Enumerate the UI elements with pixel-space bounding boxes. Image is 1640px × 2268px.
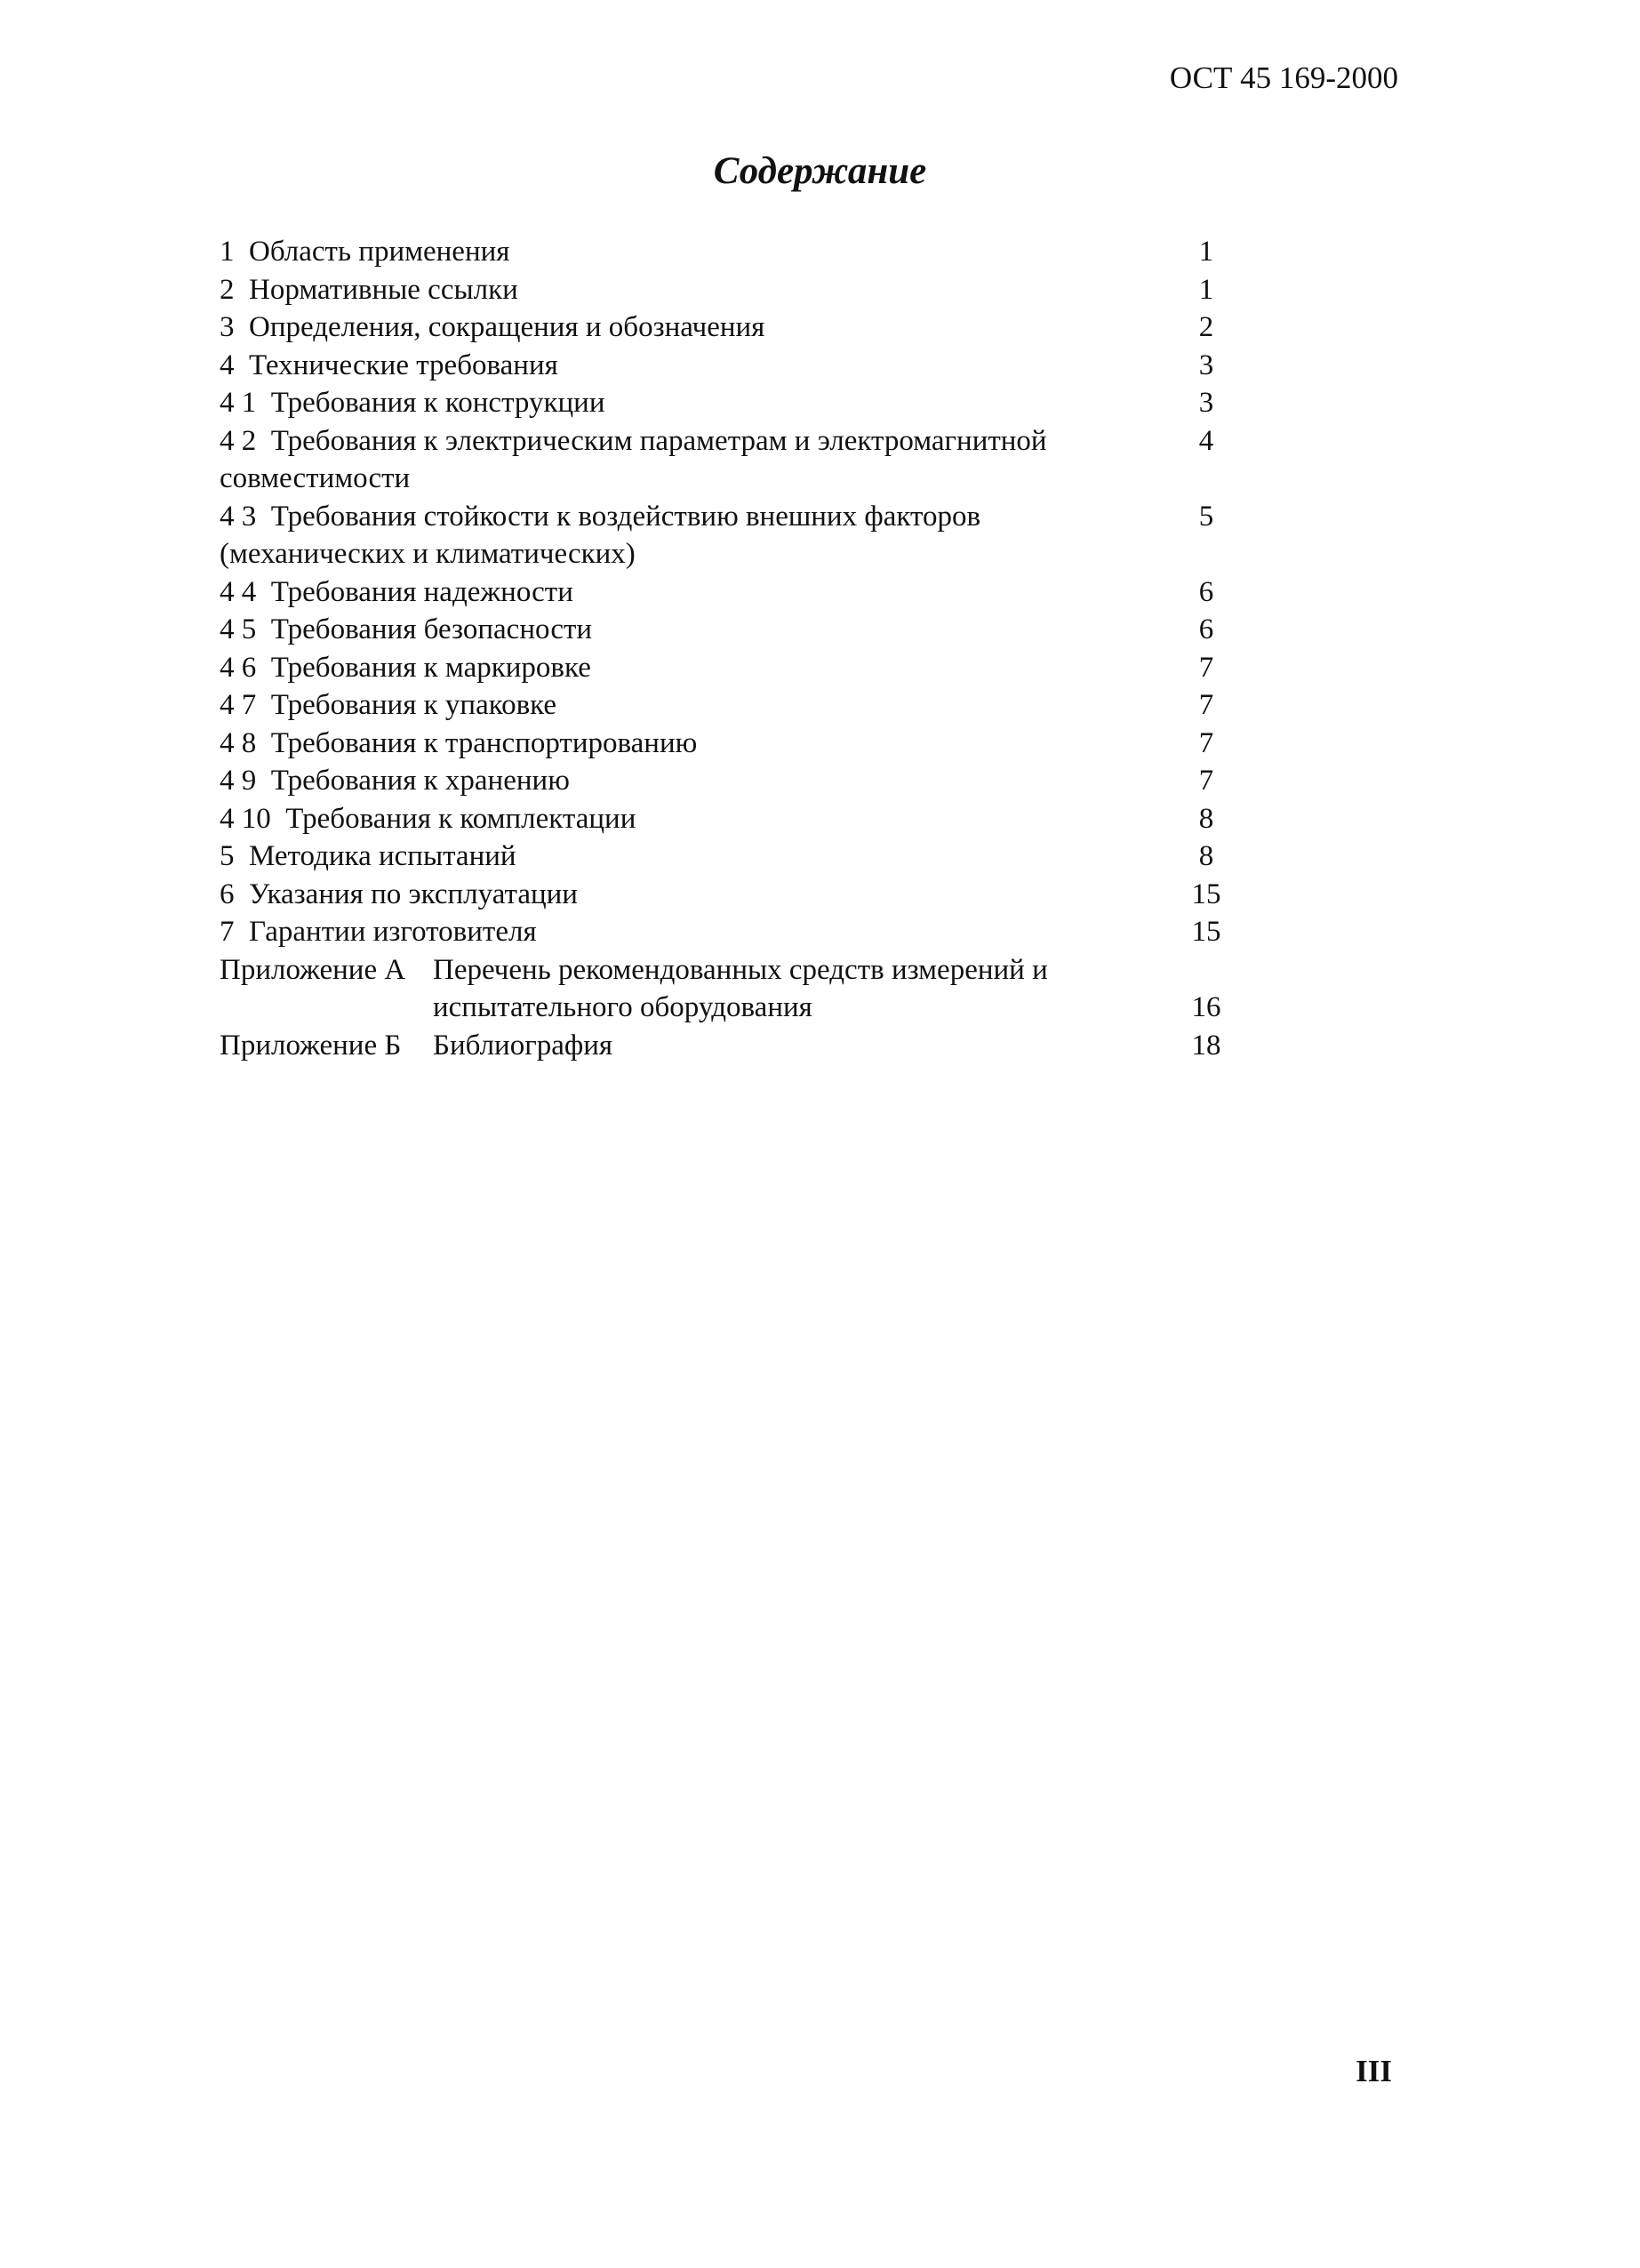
toc-entry-6[interactable] <box>220 876 1233 914</box>
toc-entry-4[interactable] <box>220 347 1233 385</box>
toc-entry-number: 4 8 <box>220 726 257 759</box>
toc-entry-page: 7 <box>1198 765 1214 797</box>
toc-entry-title: Указания по эксплуатации <box>249 878 578 910</box>
toc-entry-4-1[interactable] <box>220 384 1233 422</box>
toc-entry-2[interactable] <box>220 271 1233 309</box>
toc-entry-page: 4 <box>1198 424 1214 457</box>
toc-entry-page: 1 <box>1198 236 1214 268</box>
toc-entry-4-8[interactable] <box>220 725 1233 763</box>
toc-entry-title: Требования стойкости к воздействию внешних факторов <box>270 500 981 533</box>
toc-entry-title: Требования к упаковке <box>270 689 557 721</box>
toc-entry-page: 8 <box>1198 802 1214 835</box>
toc-entry-3[interactable] <box>220 309 1233 347</box>
toc-entry-number: 5 <box>220 840 235 872</box>
toc-entry-title: Гарантии изготовителя <box>249 916 537 948</box>
toc-entry-4-3[interactable] <box>220 498 1233 573</box>
toc-entry-number: 4 <box>220 349 235 381</box>
toc-entry-title: Требования к транспортированию <box>270 726 698 759</box>
toc-title: Содержание <box>713 150 927 192</box>
toc-entry-page: 5 <box>1198 500 1214 533</box>
appendix-prefix: Приложение Б <box>220 1029 402 1062</box>
toc-entry-number: 4 10 <box>220 802 271 835</box>
toc-appendix-b[interactable] <box>220 1027 1233 1065</box>
toc-entry-number: 3 <box>220 311 235 343</box>
toc-entry-4-2[interactable] <box>220 422 1233 498</box>
toc-entry-page: 6 <box>1198 613 1214 645</box>
toc-entry-4-6[interactable] <box>220 649 1233 687</box>
toc-entry-page: 1 <box>1198 273 1214 306</box>
toc-entry-4-10[interactable] <box>220 800 1233 838</box>
toc-entry-number: 4 7 <box>220 689 257 721</box>
toc-entry-number: 4 1 <box>220 387 257 419</box>
toc-entry-number: 4 6 <box>220 651 257 684</box>
toc-entry-page: 8 <box>1198 840 1214 872</box>
toc-entry-page: 3 <box>1198 387 1214 419</box>
toc-entry-title: Область применения <box>249 236 510 268</box>
toc-entry-title: Требования к маркировке <box>270 651 591 684</box>
toc-entry-page: 16 <box>1191 991 1221 1023</box>
page-number: III <box>1356 2054 1392 2088</box>
toc-entry-title: Требования безопасности <box>270 613 593 645</box>
toc-entry-4-7[interactable] <box>220 686 1233 725</box>
toc-entry-number: 7 <box>220 916 235 948</box>
toc-entry-title-continuation: совместимости <box>220 462 411 494</box>
toc-entry-1[interactable] <box>220 233 1233 271</box>
toc-entry-page: 15 <box>1191 916 1221 948</box>
toc-entry-title: Требования к конструкции <box>270 387 605 419</box>
toc-entry-number: 6 <box>220 878 235 910</box>
toc-appendix-a[interactable] <box>220 951 1233 1027</box>
toc-entry-page: 7 <box>1198 726 1214 759</box>
toc-entry-number: 4 4 <box>220 575 257 608</box>
toc-entry-page: 7 <box>1198 689 1214 721</box>
toc-entry-number: 2 <box>220 273 235 306</box>
toc-entry-number: 4 3 <box>220 500 257 533</box>
toc-entry-4-9[interactable] <box>220 762 1233 800</box>
appendix-title: Библиография <box>433 1029 613 1062</box>
toc-entry-page: 18 <box>1191 1029 1221 1062</box>
toc-entry-number: 4 2 <box>220 424 257 457</box>
toc-entry-title-continuation: (механических и климатических) <box>220 538 636 570</box>
toc-entry-title: Требования надежности <box>270 575 573 608</box>
toc-entry-page: 7 <box>1198 651 1214 684</box>
toc-entry-title: Требования к электрическим параметрам и электромагнитной <box>270 424 1047 457</box>
toc-entry-page: 3 <box>1198 349 1214 381</box>
toc-entry-page: 2 <box>1198 311 1214 343</box>
toc-entry-page: 6 <box>1198 575 1214 608</box>
appendix-title-continuation: испытательного оборудования <box>433 991 812 1023</box>
toc-entry-title: Требования к хранению <box>270 765 570 797</box>
toc-entry-title: Определения, сокращения и обозначения <box>249 311 765 343</box>
table-of-contents <box>220 233 1233 1064</box>
toc-entry-4-5[interactable] <box>220 611 1233 649</box>
toc-entry-title: Методика испытаний <box>249 840 516 872</box>
toc-entry-4-4[interactable] <box>220 573 1233 612</box>
toc-entry-number: 4 9 <box>220 765 257 797</box>
toc-entry-title: Требования к комплектации <box>285 802 636 835</box>
toc-entry-5[interactable] <box>220 837 1233 876</box>
appendix-title: Перечень рекомендованных средств измерений и <box>433 953 1048 986</box>
document-code: ОСТ 45 169-2000 <box>1169 60 1398 95</box>
toc-entry-title: Технические требования <box>249 349 558 381</box>
toc-entry-7[interactable] <box>220 913 1233 951</box>
toc-entry-title: Нормативные ссылки <box>249 273 518 306</box>
toc-entry-page: 15 <box>1191 878 1221 910</box>
appendix-prefix: Приложение А <box>220 953 406 986</box>
toc-entry-number: 4 5 <box>220 613 257 645</box>
toc-entry-number: 1 <box>220 236 235 268</box>
